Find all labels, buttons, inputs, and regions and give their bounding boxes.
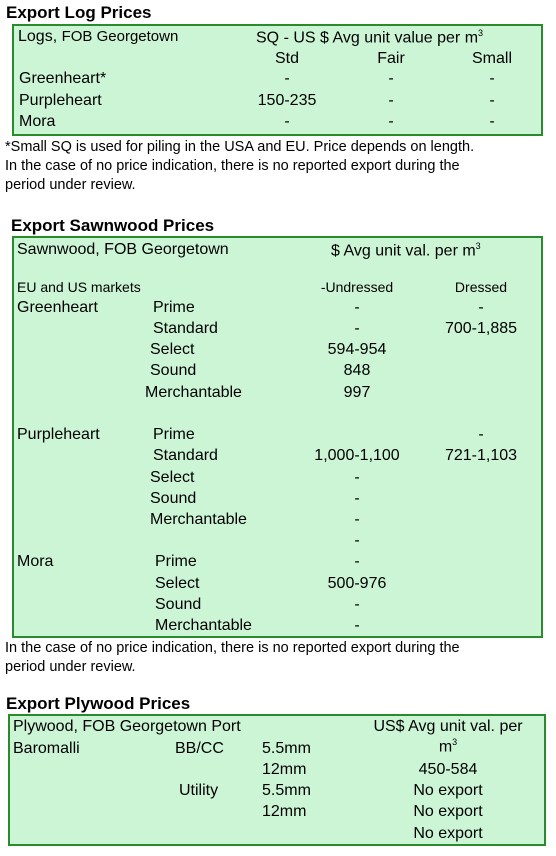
ply-header-right-2 bbox=[439, 737, 457, 756]
sawn-dressed: - bbox=[478, 299, 484, 316]
ply-size: 5.5mm bbox=[262, 782, 311, 799]
log-row-name: Greenheart* bbox=[19, 70, 107, 87]
log-header-main: Logs, bbox=[18, 28, 58, 45]
log-col-small: Small bbox=[471, 50, 513, 67]
sawn-grade: Select bbox=[155, 575, 200, 592]
sawn-undressed: 500-976 bbox=[327, 575, 387, 592]
sawn-undressed: - bbox=[354, 553, 360, 570]
log-note-3: period under review. bbox=[5, 177, 136, 193]
sawn-note-2: period under review. bbox=[5, 659, 136, 675]
sawn-undressed: - bbox=[354, 511, 360, 528]
log-col-std: Std bbox=[274, 50, 300, 67]
log-header-label bbox=[18, 28, 178, 46]
ply-grade: Utility bbox=[179, 782, 219, 799]
log-note-1: *Small SQ is used for piling in the USA and EU. Price depends on length. bbox=[5, 139, 475, 155]
log-row-small: - bbox=[489, 92, 495, 109]
ply-value: No export bbox=[413, 782, 483, 799]
ply-species: Baromalli bbox=[13, 740, 80, 757]
sawn-species-purpleheart: Purpleheart bbox=[17, 426, 100, 443]
sawn-grade: Prime bbox=[155, 553, 197, 570]
sawn-grade: Merchantable bbox=[155, 617, 252, 634]
ply-size: 12mm bbox=[262, 803, 307, 820]
sawn-undressed: 848 bbox=[343, 362, 371, 379]
sawn-grade: Standard bbox=[153, 447, 218, 464]
log-note-2: In the case of no price indication, there is no reported export during the bbox=[5, 158, 460, 174]
sawn-grade: Select bbox=[150, 469, 195, 486]
log-row-name: Mora bbox=[19, 113, 56, 130]
sawn-undressed: - bbox=[354, 617, 360, 634]
log-row-small: - bbox=[489, 70, 495, 87]
ply-header-right-2-text: m bbox=[438, 738, 453, 756]
ply-value: 450-584 bbox=[418, 761, 478, 778]
sawn-undressed: - bbox=[354, 299, 360, 316]
log-header-right bbox=[256, 28, 483, 47]
ply-size: 5.5mm bbox=[262, 740, 311, 757]
sawn-markets-label: EU and US markets bbox=[17, 279, 141, 295]
sawn-undressed: - bbox=[354, 469, 360, 486]
log-row-std: 150-235 bbox=[257, 92, 317, 109]
ply-header-left: Plywood, FOB Georgetown Port bbox=[13, 718, 241, 735]
sawn-undressed: - bbox=[354, 596, 360, 613]
sawn-header-right-text: $ Avg unit val. per m bbox=[331, 242, 476, 260]
log-header-right-text: SQ - US $ Avg unit value per m bbox=[256, 29, 479, 47]
sawn-grade: Sound bbox=[150, 490, 197, 507]
sawn-undressed: - bbox=[354, 490, 360, 507]
sawn-dressed: 721-1,103 bbox=[444, 447, 518, 464]
ply-header-sup: 3 bbox=[452, 737, 458, 747]
sawn-grade: Prime bbox=[153, 299, 195, 316]
sawn-grade: Sound bbox=[150, 362, 197, 379]
ply-header-right-1: US$ Avg unit val. per bbox=[373, 718, 523, 735]
log-row-fair: - bbox=[388, 70, 394, 87]
sawn-dressed: 700-1,885 bbox=[444, 320, 518, 337]
ply-value: No export bbox=[413, 825, 483, 842]
log-col-fair: Fair bbox=[377, 50, 405, 67]
log-row-std: - bbox=[284, 70, 290, 87]
sawn-grade: Standard bbox=[153, 320, 218, 337]
sawn-grade: Prime bbox=[153, 426, 195, 443]
log-row-fair: - bbox=[388, 92, 394, 109]
sawn-grade: Select bbox=[150, 341, 195, 358]
sawn-species-greenheart: Greenheart bbox=[17, 299, 98, 316]
log-row-std: - bbox=[284, 113, 290, 130]
sawn-note-1: In the case of no price indication, there is no reported export during the bbox=[5, 640, 460, 656]
sawn-header-left: Sawnwood, FOB Georgetown bbox=[17, 241, 229, 258]
log-section-title: Export Log Prices bbox=[6, 3, 152, 22]
sawn-undressed: - bbox=[354, 320, 360, 337]
ply-size: 12mm bbox=[262, 761, 307, 778]
sawn-grade: Merchantable bbox=[145, 384, 242, 401]
sawn-header-sup: 3 bbox=[475, 241, 481, 251]
log-row-name: Purpleheart bbox=[19, 92, 102, 109]
sawn-undressed: 1,000-1,100 bbox=[314, 447, 400, 464]
ply-section-title: Export Plywood Prices bbox=[6, 694, 191, 713]
sawn-col-dressed: Dressed bbox=[454, 279, 508, 295]
sawn-grade: Sound bbox=[155, 596, 202, 613]
log-header-sup: 3 bbox=[478, 28, 484, 38]
sawn-dressed: - bbox=[478, 426, 484, 443]
sawn-undressed: 594-954 bbox=[327, 341, 387, 358]
ply-grade: BB/CC bbox=[175, 740, 224, 757]
sawn-col-undressed: -Undressed bbox=[320, 279, 394, 295]
sawn-undressed: - bbox=[354, 532, 360, 549]
sawn-grade: Merchantable bbox=[150, 511, 247, 528]
log-header-sub: FOB Georgetown bbox=[61, 28, 179, 45]
sawn-species-mora: Mora bbox=[17, 553, 54, 570]
ply-value: No export bbox=[413, 803, 483, 820]
sawn-header-right bbox=[331, 241, 481, 260]
sawn-undressed: 997 bbox=[343, 384, 371, 401]
sawn-section-title: Export Sawnwood Prices bbox=[11, 216, 215, 235]
log-row-fair: - bbox=[388, 113, 394, 130]
log-row-small: - bbox=[489, 113, 495, 130]
